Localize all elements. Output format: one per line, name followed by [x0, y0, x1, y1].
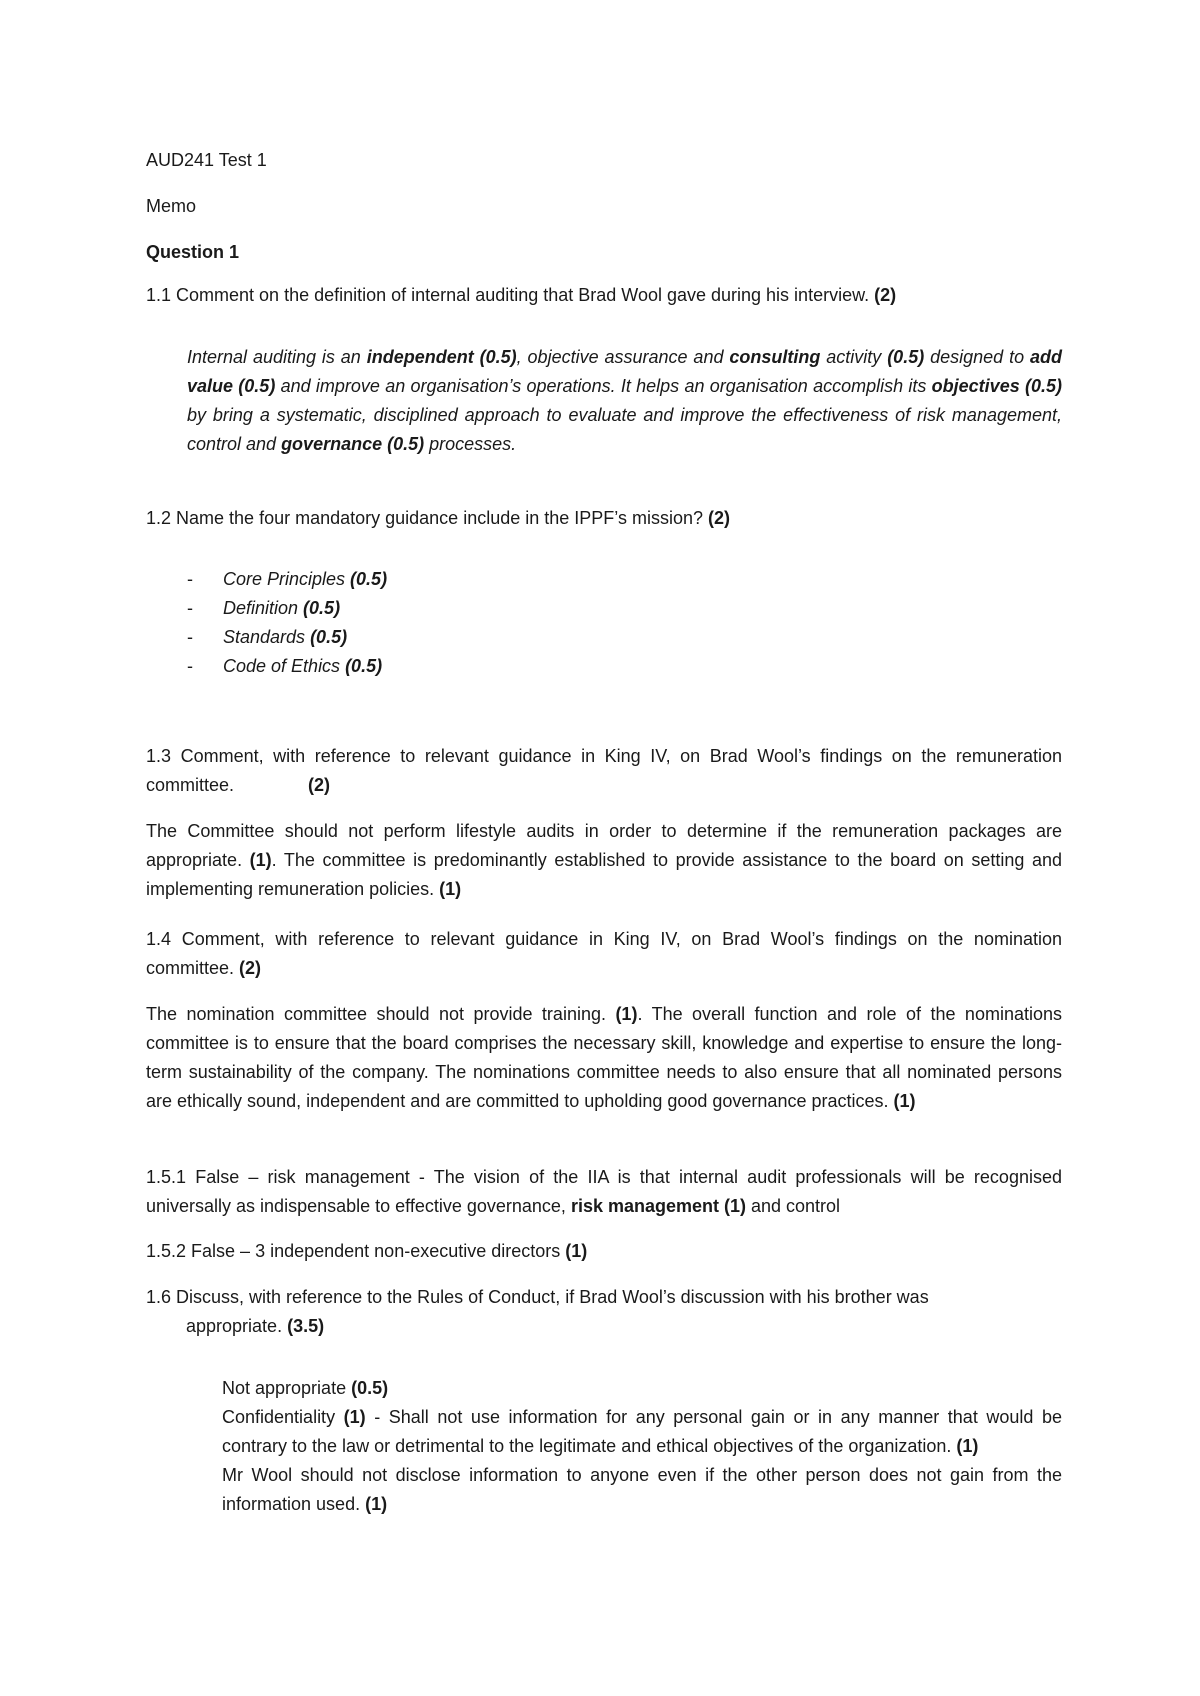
- answer-1-3-part: (1): [439, 879, 462, 899]
- question-1-6-prompt-line2: [146, 1312, 1062, 1341]
- list-item-label: Standards: [223, 627, 311, 647]
- answer-1-4-part: The nomination committee should not provide training.: [146, 1004, 616, 1024]
- answer-1-3-part: The Committee should not perform lifestyle audits in order to determine if the remuneration packages are appropriate.: [146, 821, 1062, 870]
- answer-1-1-part: and improve an organisation’s operations. It helps an organisation accomplish its: [275, 376, 932, 396]
- question-1-6-marks: (3.5): [287, 1316, 325, 1336]
- answer-1-5-1-part: and control: [746, 1196, 841, 1216]
- question-1-4-prompt: 1.4 Comment, with reference to relevant guidance in King IV, on Brad Wool’s findings on the nomination committee.: [146, 929, 1062, 978]
- answer-1-1-part: consulting: [729, 347, 821, 367]
- answer-1-1-part: add value (0.5): [187, 347, 1062, 396]
- question-1-1-marks: (2): [874, 285, 897, 305]
- question-1-4: [146, 925, 1062, 983]
- answer-1-6-para2-text: - Shall not use information for any personal gain or in any manner that would be contrary to the law or detrimental to the legitimate and ethical objectives of the organization.: [222, 1407, 1062, 1456]
- list-item: [187, 623, 387, 652]
- question-1-1-prompt: 1.1 Comment on the definition of internal auditing that Brad Wool gave during his interview.: [146, 285, 875, 305]
- answer-1-6-para3-text: Mr Wool should not disclose information to anyone even if the other person does not gain from the information used.: [222, 1465, 1062, 1514]
- answer-1-6-line1: [222, 1374, 1062, 1403]
- list-item-marks: (0.5): [345, 656, 383, 676]
- answer-1-6-line1-marks: (0.5): [351, 1378, 389, 1398]
- answer-1-1-part: governance (0.5): [281, 434, 425, 454]
- question-1-3-prompt: 1.3 Comment, with reference to relevant guidance in King IV, on Brad Wool’s findings on the remuneration committee.: [146, 746, 1062, 795]
- answer-1-6-para2-lead: Confidentiality: [222, 1407, 344, 1427]
- answer-1-6: [222, 1374, 1062, 1519]
- question-1-2-marks: (2): [707, 508, 730, 528]
- answer-1-1-part: processes.: [424, 434, 517, 454]
- list-item-label: Code of Ethics: [223, 656, 346, 676]
- list-item-marks: (0.5): [310, 627, 348, 647]
- answer-1-1-part: objectives (0.5): [931, 376, 1062, 396]
- answer-1-1-part: Internal auditing is an: [187, 347, 367, 367]
- list-item-label: Core Principles: [223, 569, 351, 589]
- list-bullet: -: [187, 598, 193, 618]
- answer-1-5-1-part: risk management (1): [570, 1196, 746, 1216]
- answer-1-3: [146, 817, 1062, 904]
- doc-subtitle: Memo: [146, 196, 197, 216]
- mandatory-guidance-list: [187, 565, 387, 681]
- answer-1-1-part: (0.5): [887, 347, 925, 367]
- answer-1-4-part: (1): [615, 1004, 638, 1024]
- question-1-6: [146, 1283, 1062, 1341]
- question-1-3: [146, 742, 1062, 800]
- answer-1-1-part: independent (0.5): [366, 347, 517, 367]
- answer-1-6-para2-lead-marks: (1): [343, 1407, 366, 1427]
- answer-1-1-part: by bring a systematic, disciplined approach to evaluate and improve the effectiveness of risk management, control and: [187, 405, 1062, 454]
- answer-1-5-1: [146, 1163, 1062, 1221]
- answer-1-6-line1-text: Not appropriate: [222, 1378, 352, 1398]
- answer-1-4-part: . The overall function and role of the nominations committee is to ensure that the board comprises the necessary skill, knowledge and expertise to ensure the long-term sustainability of the company. The nominations committee needs to also ensure that all nominated persons are ethically sound, independent and are committed to upholding good governance practices.: [146, 1004, 1062, 1111]
- list-item-marks: (0.5): [303, 598, 341, 618]
- answer-1-6-para3-marks: (1): [365, 1494, 388, 1514]
- list-bullet: -: [187, 569, 193, 589]
- list-item: [187, 652, 387, 681]
- answer-1-6-para2-marks: (1): [956, 1436, 979, 1456]
- answer-1-4-part: (1): [893, 1091, 916, 1111]
- question-1-6-prompt-line1: 1.6 Discuss, with reference to the Rules of Conduct, if Brad Wool’s discussion with his brother was: [146, 1287, 929, 1307]
- list-bullet: -: [187, 627, 193, 647]
- answer-1-4: [146, 1000, 1062, 1116]
- answer-1-3-part: . The committee is predominantly established to provide assistance to the board on setting and implementing remuneration policies.: [146, 850, 1062, 899]
- answer-1-1-part: , objective assurance and: [516, 347, 730, 367]
- answer-1-1-part: designed to: [924, 347, 1030, 367]
- list-item-marks: (0.5): [350, 569, 388, 589]
- answer-1-5-2-marks: (1): [565, 1241, 588, 1261]
- answer-1-5-2-text: 1.5.2 False – 3 independent non-executive directors: [146, 1241, 566, 1261]
- list-bullet: -: [187, 656, 193, 676]
- answer-1-1: [187, 343, 1062, 459]
- doc-title: AUD241 Test 1: [146, 150, 267, 170]
- question-1-1: [146, 281, 1062, 310]
- answer-1-5-2: [146, 1237, 1062, 1266]
- question-1-3-marks: (2): [308, 775, 331, 795]
- list-item: [187, 565, 387, 594]
- list-item: [187, 594, 387, 623]
- question-heading: Question 1: [146, 242, 240, 262]
- question-1-2: [146, 504, 1062, 533]
- answer-1-3-part: (1): [249, 850, 272, 870]
- question-1-6-prompt-line2-text: appropriate.: [186, 1316, 288, 1336]
- answer-1-5-1-part: 1.5.1 False – risk management - The vision of the IIA is that internal audit professionals will be recognised universally as indispensable to effective governance,: [146, 1167, 1062, 1216]
- question-1-2-prompt: 1.2 Name the four mandatory guidance include in the IPPF’s mission?: [146, 508, 708, 528]
- answer-1-6-para3: [222, 1461, 1062, 1519]
- question-1-4-marks: (2): [239, 958, 262, 978]
- answer-1-6-para2: [222, 1403, 1062, 1461]
- list-item-label: Definition: [223, 598, 304, 618]
- answer-1-1-part: activity: [820, 347, 888, 367]
